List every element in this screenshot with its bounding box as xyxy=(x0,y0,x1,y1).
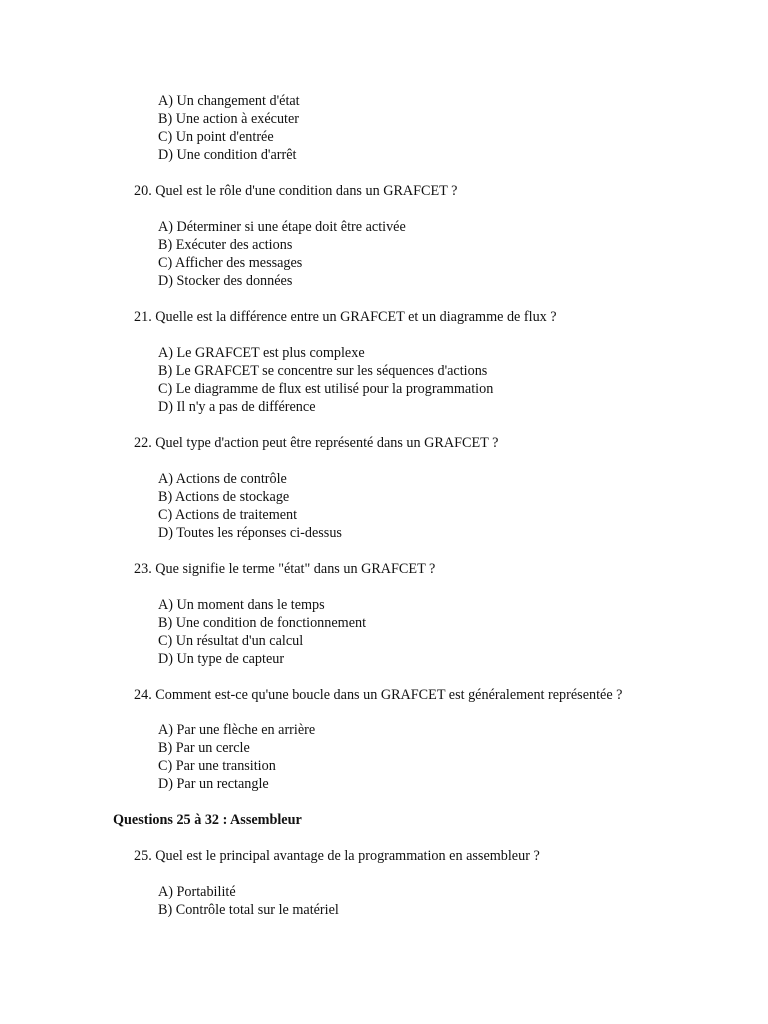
option-line: C) Actions de traitement xyxy=(158,507,298,523)
option-line: C) Le diagramme de flux est utilisé pour la programmation xyxy=(158,381,494,397)
question-text: 25. Quel est le principal avantage de la programmation en assembleur ? xyxy=(134,848,540,864)
option-line: D) Stocker des données xyxy=(158,273,293,289)
option-line: D) Toutes les réponses ci-dessus xyxy=(158,525,342,541)
question-text: 22. Quel type d'action peut être représenté dans un GRAFCET ? xyxy=(134,435,499,451)
question-text: 23. Que signifie le terme "état" dans un GRAFCET ? xyxy=(134,561,436,577)
option-line: C) Par une transition xyxy=(158,758,276,774)
option-line: C) Un résultat d'un calcul xyxy=(158,633,304,649)
option-line: B) Exécuter des actions xyxy=(158,237,293,253)
option-line: D) Une condition d'arrêt xyxy=(158,147,297,163)
option-line: C) Afficher des messages xyxy=(158,255,303,271)
question-text: 21. Quelle est la différence entre un GRAFCET et un diagramme de flux ? xyxy=(134,309,557,325)
option-line: A) Un changement d'état xyxy=(158,93,300,109)
option-line: A) Un moment dans le temps xyxy=(158,597,325,613)
option-line: A) Actions de contrôle xyxy=(158,471,287,487)
section-heading: Questions 25 à 32 : Assembleur xyxy=(113,812,302,828)
option-line: D) Il n'y a pas de différence xyxy=(158,399,316,415)
option-line: B) Une action à exécuter xyxy=(158,111,300,127)
option-line: D) Par un rectangle xyxy=(158,776,269,792)
option-line: B) Le GRAFCET se concentre sur les séquences d'actions xyxy=(158,363,488,379)
option-line: A) Portabilité xyxy=(158,884,236,900)
option-line: B) Par un cercle xyxy=(158,740,250,756)
option-line: A) Le GRAFCET est plus complexe xyxy=(158,345,365,361)
option-line: C) Un point d'entrée xyxy=(158,129,274,145)
question-text: 20. Quel est le rôle d'une condition dans un GRAFCET ? xyxy=(134,183,458,199)
option-line: B) Une condition de fonctionnement xyxy=(158,615,367,631)
option-line: B) Actions de stockage xyxy=(158,489,290,505)
option-line: D) Un type de capteur xyxy=(158,651,285,667)
option-line: A) Déterminer si une étape doit être activée xyxy=(158,219,406,235)
option-line: B) Contrôle total sur le matériel xyxy=(158,902,339,918)
question-text: 24. Comment est-ce qu'une boucle dans un GRAFCET est généralement représentée ? xyxy=(134,687,623,703)
option-line: A) Par une flèche en arrière xyxy=(158,722,316,738)
